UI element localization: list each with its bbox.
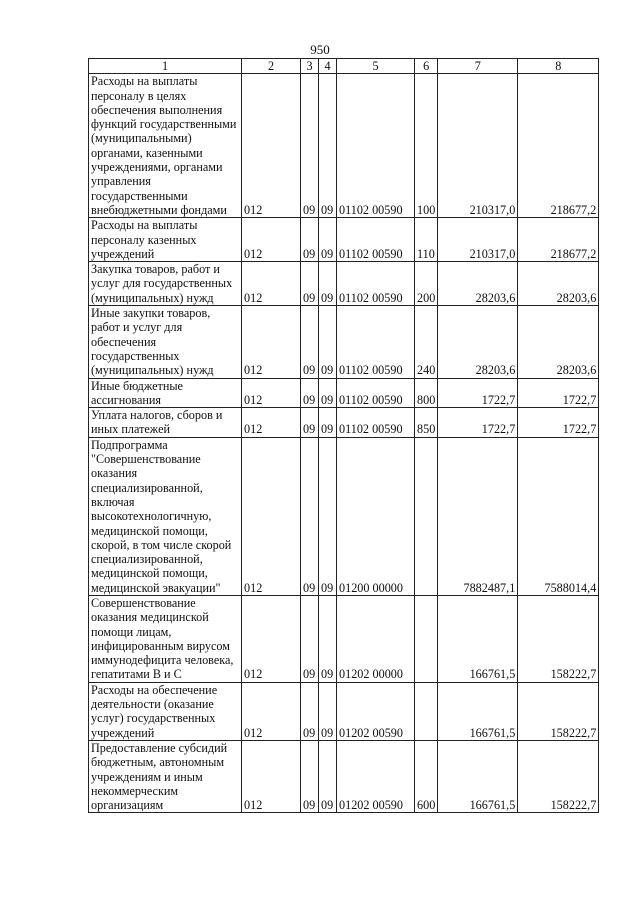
amount-year2: 218677,2 [518,74,599,218]
amount-year2: 158222,7 [518,595,599,682]
target-code: 01202 00590 [337,740,415,812]
ministry-code: 012 [242,437,301,595]
header-row [89,59,599,74]
col-header-1: 1 [89,59,242,74]
section-code: 09 [301,306,319,378]
ministry-code: 012 [242,262,301,306]
target-code: 01200 00000 [337,437,415,595]
section-code: 09 [301,682,319,740]
table-row [89,378,599,408]
subsection-code: 09 [319,740,337,812]
amount-year2: 218677,2 [518,218,599,262]
row-name: Расходы на обеспечение деятельности (оказание услуг) государственных учреждений [89,682,242,740]
section-code: 09 [301,408,319,438]
row-name: Совершенствование оказания медицинской помощи лицам, инфицированным вирусом иммунодефицита человека, гепатитами B и C [89,595,242,682]
subsection-code: 09 [319,262,337,306]
amount-year1: 166761,5 [438,740,518,812]
target-code: 01102 00590 [337,378,415,408]
col-header-7: 7 [438,59,518,74]
col-header-8: 8 [518,59,599,74]
subsection-code: 09 [319,74,337,218]
subsection-code: 09 [319,437,337,595]
row-name: Расходы на выплаты персоналу в целях обеспечения выполнения функций государственными (муниципальными) органами, казенными учреждениями, органами управления государственными внебюджетными фондами [89,74,242,218]
amount-year2: 7588014,4 [518,437,599,595]
ministry-code: 012 [242,682,301,740]
amount-year1: 1722,7 [438,408,518,438]
table-row [89,218,599,262]
expense-code: 800 [415,378,438,408]
target-code: 01102 00590 [337,408,415,438]
col-header-5: 5 [337,59,415,74]
ministry-code: 012 [242,306,301,378]
table-row [89,682,599,740]
expense-code [415,682,438,740]
amount-year2: 1722,7 [518,408,599,438]
col-header-3: 3 [301,59,319,74]
row-name: Предоставление субсидий бюджетным, автономным учреждениям и иным некоммерческим организациям [89,740,242,812]
amount-year1: 28203,6 [438,306,518,378]
section-code: 09 [301,74,319,218]
ministry-code: 012 [242,408,301,438]
expense-code: 850 [415,408,438,438]
target-code: 01202 00000 [337,595,415,682]
expense-code: 110 [415,218,438,262]
budget-table [88,58,599,813]
subsection-code: 09 [319,378,337,408]
section-code: 09 [301,378,319,408]
section-code: 09 [301,595,319,682]
page-number: 950 [310,42,330,57]
amount-year1: 1722,7 [438,378,518,408]
amount-year2: 28203,6 [518,306,599,378]
ministry-code: 012 [242,378,301,408]
section-code: 09 [301,218,319,262]
ministry-code: 012 [242,218,301,262]
amount-year1: 7882487,1 [438,437,518,595]
amount-year2: 158222,7 [518,682,599,740]
row-name: Подпрограмма "Совершенствование оказания специализированной, включая высокотехнологичную, медицинской помощи, скорой, в том числе скорой специализированной, медицинской помощи, медицинской эвакуации" [89,437,242,595]
row-name: Закупка товаров, работ и услуг для государственных (муниципальных) нужд [89,262,242,306]
subsection-code: 09 [319,306,337,378]
amount-year2: 1722,7 [518,378,599,408]
amount-year1: 210317,0 [438,218,518,262]
row-name: Уплата налогов, сборов и иных платежей [89,408,242,438]
subsection-code: 09 [319,218,337,262]
table-row [89,437,599,595]
col-header-4: 4 [319,59,337,74]
section-code: 09 [301,740,319,812]
amount-year1: 166761,5 [438,682,518,740]
amount-year1: 210317,0 [438,74,518,218]
table-row [89,408,599,438]
ministry-code: 012 [242,740,301,812]
expense-code [415,437,438,595]
col-header-2: 2 [242,59,301,74]
expense-code [415,595,438,682]
target-code: 01202 00590 [337,682,415,740]
amount-year2: 158222,7 [518,740,599,812]
amount-year1: 28203,6 [438,262,518,306]
table-row [89,595,599,682]
amount-year2: 28203,6 [518,262,599,306]
expense-code: 200 [415,262,438,306]
expense-code: 240 [415,306,438,378]
ministry-code: 012 [242,74,301,218]
row-name: Иные бюджетные ассигнования [89,378,242,408]
table-row [89,262,599,306]
target-code: 01102 00590 [337,218,415,262]
subsection-code: 09 [319,595,337,682]
expense-code: 100 [415,74,438,218]
target-code: 01102 00590 [337,306,415,378]
subsection-code: 09 [319,682,337,740]
ministry-code: 012 [242,595,301,682]
expense-code: 600 [415,740,438,812]
row-name: Иные закупки товаров, работ и услуг для обеспечения государственных (муниципальных) нужд [89,306,242,378]
col-header-6: 6 [415,59,438,74]
section-code: 09 [301,437,319,595]
target-code: 01102 00590 [337,262,415,306]
section-code: 09 [301,262,319,306]
subsection-code: 09 [319,408,337,438]
table-row [89,740,599,812]
row-name: Расходы на выплаты персоналу казенных учреждений [89,218,242,262]
amount-year1: 166761,5 [438,595,518,682]
table-row [89,74,599,218]
table-row [89,306,599,378]
target-code: 01102 00590 [337,74,415,218]
